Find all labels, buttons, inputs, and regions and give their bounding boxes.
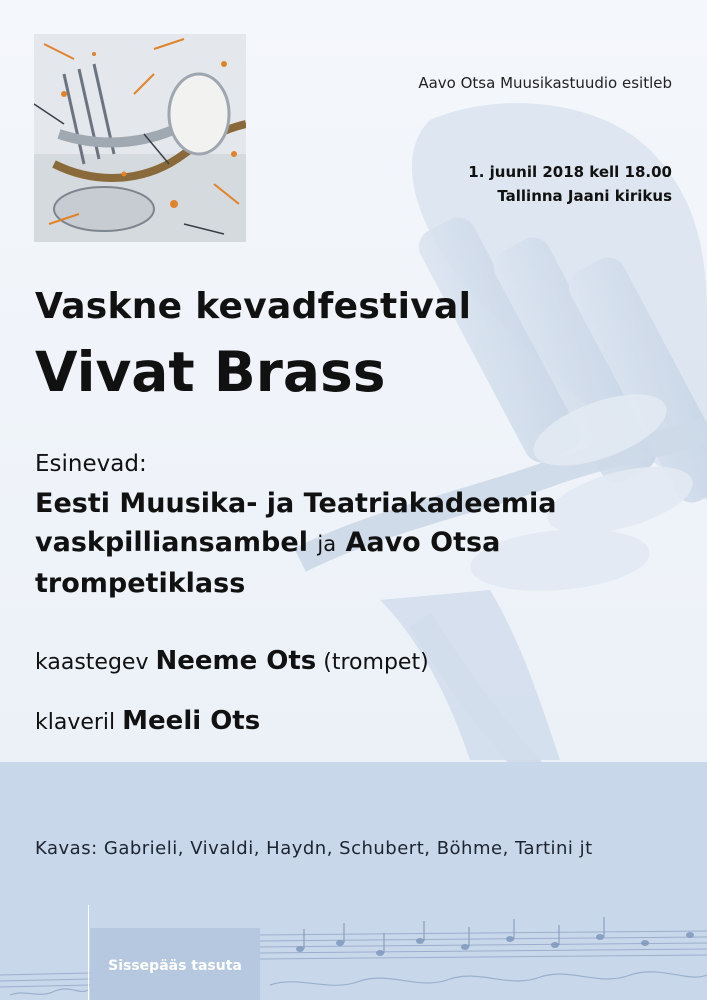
event-date: 1. juunil 2018 kell 18.00 (468, 163, 672, 181)
performers-connector: ja (317, 532, 337, 556)
guest-performer (35, 646, 429, 676)
event-subtitle: Vaskne kevadfestival (35, 286, 472, 327)
presenter-text: Aavo Otsa Muusikastuudio esitleb (418, 74, 672, 92)
event-venue: Tallinna Jaani kirikus (497, 187, 672, 205)
admission-text: Sissepääs tasuta (108, 958, 242, 974)
performers-label: Esinevad: (35, 451, 147, 477)
artwork-image (34, 34, 246, 242)
pianist-name: Meeli Ots (122, 706, 261, 736)
piano-prefix: klaveril (35, 710, 116, 735)
guest-name: Neeme Ots (155, 646, 317, 676)
ensemble-name: Eesti Muusika- ja Teatriakadeemia vaskpilliansambel (35, 488, 557, 558)
guest-instrument: (trompet) (323, 650, 429, 675)
guest-prefix: kaastegev (35, 650, 149, 675)
trumpet-class-name: Aavo Otsa trompetiklass (35, 527, 501, 599)
divider-line (88, 905, 89, 1000)
pianist (35, 706, 260, 736)
program-text: Kavas: Gabrieli, Vivaldi, Haydn, Schubert, Böhme, Tartini jt (35, 838, 593, 859)
performers-list (35, 484, 685, 603)
event-title: Vivat Brass (35, 340, 386, 404)
